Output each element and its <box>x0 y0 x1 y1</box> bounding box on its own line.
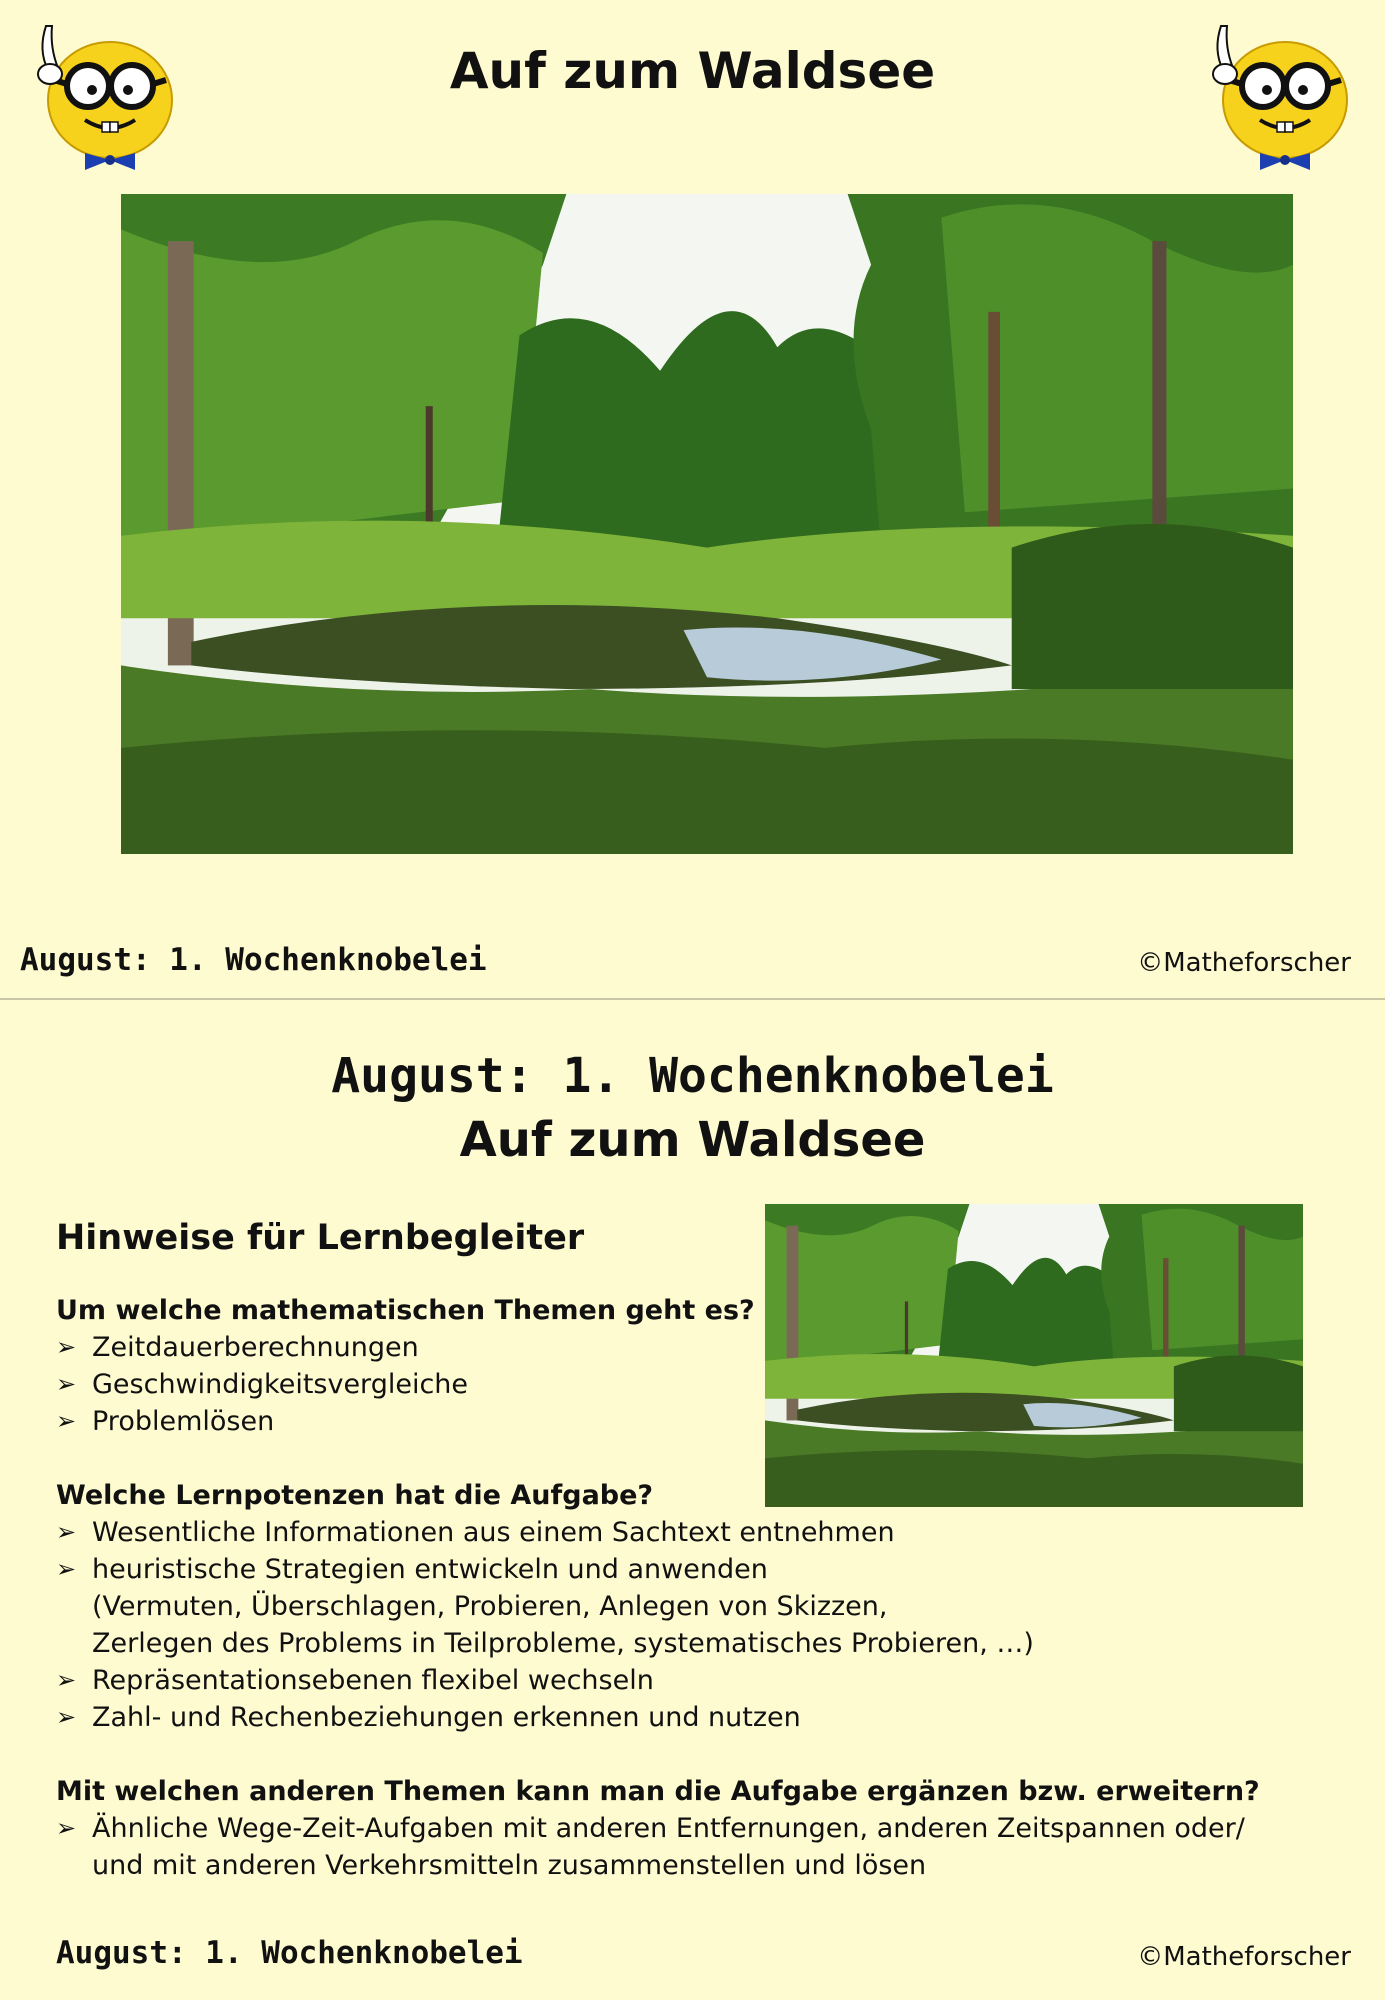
list-item: ➢ Zahl- und Rechenbeziehungen erkennen und nutzen <box>56 1699 1346 1736</box>
slide-cover <box>0 0 1385 998</box>
list-item: ➢ Problemlösen <box>56 1403 1346 1440</box>
list-item: ➢ Geschwindigkeitsvergleiche <box>56 1366 1346 1403</box>
extensions-list <box>56 1810 1346 1884</box>
footer-copyright: ©Matheforscher <box>1137 1942 1351 1972</box>
page-title: Auf zum Waldsee <box>449 42 936 100</box>
list-item: ➢ Wesentliche Informationen aus einem Sachtext entnehmen <box>56 1514 1346 1551</box>
list-item: ➢ Zeitdauerberechnungen <box>56 1329 1346 1366</box>
question-extensions: Mit welchen anderen Themen kann man die Aufgabe ergänzen bzw. erweitern? <box>56 1776 1260 1807</box>
smiley-with-glasses-icon <box>1185 8 1375 178</box>
topics-list <box>56 1329 1346 1440</box>
learning-potentials-list <box>56 1514 1346 1736</box>
list-item: ➢ Repräsentationsebenen flexibel wechseln <box>56 1662 1346 1699</box>
list-item <box>56 1551 1346 1662</box>
list-item <box>56 1810 1346 1884</box>
notes-title-line1: August: 1. Wochenknobelei <box>331 1048 1054 1104</box>
list-item-subtext: Zerlegen des Problems in Teilprobleme, systematisches Probieren, …) <box>92 1628 1034 1659</box>
forest-lake-photo <box>121 194 1293 854</box>
question-topics: Um welche mathematischen Themen geht es? <box>56 1295 755 1326</box>
list-item-subtext: und mit anderen Verkehrsmitteln zusammenstellen und lösen <box>92 1850 927 1881</box>
footer-week-label: August: 1. Wochenknobelei <box>56 1935 523 1971</box>
list-item-text: ➢ heuristische Strategien entwickeln und anwenden <box>92 1554 768 1585</box>
list-item-subtext: (Vermuten, Überschlagen, Probieren, Anlegen von Skizzen, <box>92 1591 888 1622</box>
footer-copyright: ©Matheforscher <box>1137 948 1351 978</box>
question-learning-potentials: Welche Lernpotenzen hat die Aufgabe? <box>56 1480 654 1511</box>
notes-title-line2: Auf zum Waldsee <box>459 1112 926 1168</box>
list-item-text: ➢ Ähnliche Wege-Zeit-Aufgaben mit anderen Entfernungen, anderen Zeitspannen oder/ <box>92 1813 1245 1844</box>
footer-week-label: August: 1. Wochenknobelei <box>20 942 487 978</box>
notes-content <box>56 1218 1346 1921</box>
notes-heading: Hinweise für Lernbegleiter <box>56 1218 585 1258</box>
